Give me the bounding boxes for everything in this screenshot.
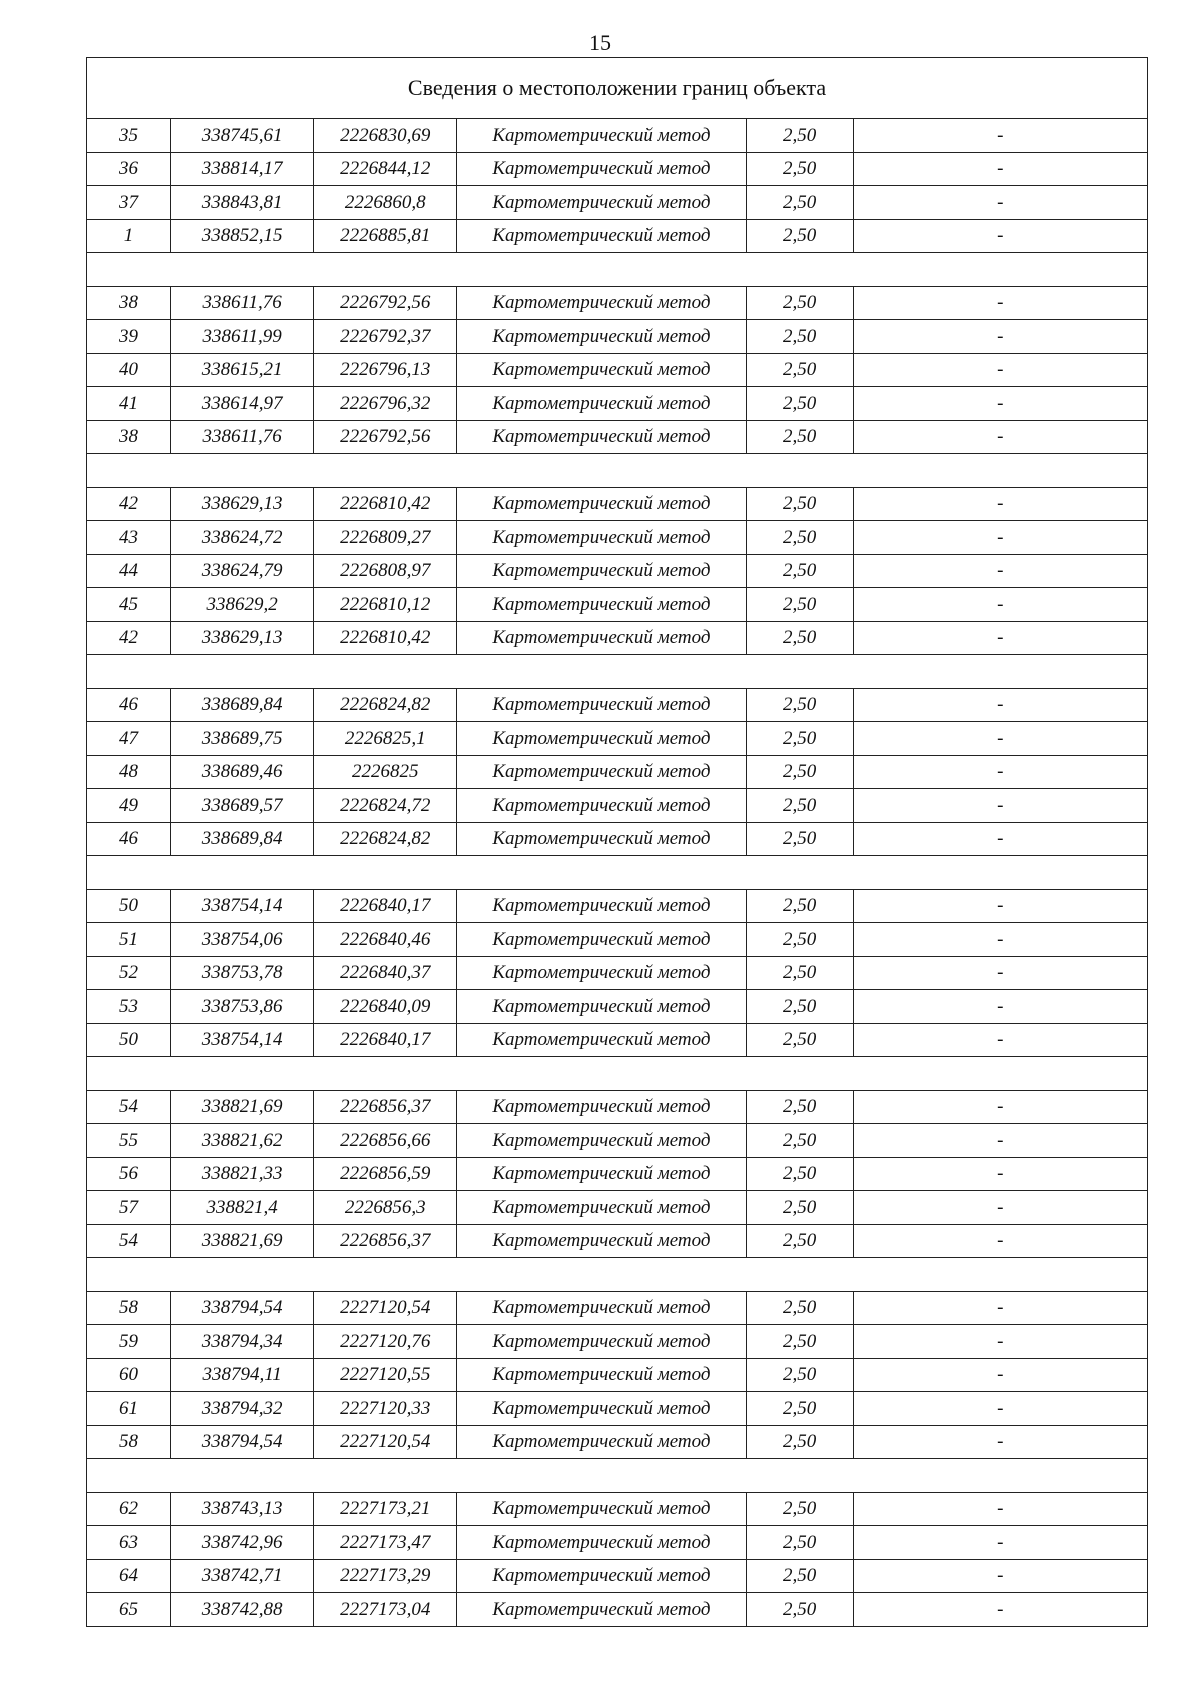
y-coordinate-cell: 2226856,37 — [314, 1090, 457, 1124]
method-cell: Картометрический метод — [457, 956, 746, 990]
table-row — [87, 1526, 1148, 1560]
method-cell: Картометрический метод — [457, 119, 746, 153]
accuracy-cell: 2,50 — [746, 1492, 853, 1526]
y-coordinate-cell: 2227120,54 — [314, 1425, 457, 1459]
x-coordinate-cell: 338689,84 — [171, 688, 314, 722]
description-cell: - — [853, 1023, 1147, 1057]
accuracy-cell: 2,50 — [746, 588, 853, 622]
method-cell: Картометрический метод — [457, 1492, 746, 1526]
description-cell: - — [853, 889, 1147, 923]
point-number-cell: 47 — [87, 722, 171, 756]
table-row — [87, 1023, 1148, 1057]
separator-cell — [87, 856, 1148, 890]
point-number-cell: 49 — [87, 789, 171, 823]
method-cell: Картометрический метод — [457, 822, 746, 856]
group-separator-row — [87, 655, 1148, 689]
table-row — [87, 1392, 1148, 1426]
y-coordinate-cell: 2226885,81 — [314, 219, 457, 253]
separator-cell — [87, 655, 1148, 689]
accuracy-cell: 2,50 — [746, 353, 853, 387]
x-coordinate-cell: 338814,17 — [171, 152, 314, 186]
accuracy-cell: 2,50 — [746, 1559, 853, 1593]
description-cell: - — [853, 521, 1147, 555]
y-coordinate-cell: 2226796,13 — [314, 353, 457, 387]
table-row — [87, 1157, 1148, 1191]
x-coordinate-cell: 338843,81 — [171, 186, 314, 220]
method-cell: Картометрический метод — [457, 1023, 746, 1057]
y-coordinate-cell: 2227120,55 — [314, 1358, 457, 1392]
x-coordinate-cell: 338852,15 — [171, 219, 314, 253]
y-coordinate-cell: 2226856,3 — [314, 1191, 457, 1225]
y-coordinate-cell: 2226792,56 — [314, 420, 457, 454]
table-row — [87, 353, 1148, 387]
method-cell: Картометрический метод — [457, 521, 746, 555]
description-cell: - — [853, 1425, 1147, 1459]
point-number-cell: 50 — [87, 1023, 171, 1057]
method-cell: Картометрический метод — [457, 219, 746, 253]
y-coordinate-cell: 2227173,04 — [314, 1593, 457, 1627]
x-coordinate-cell: 338624,79 — [171, 554, 314, 588]
table-title-row — [87, 58, 1148, 119]
description-cell: - — [853, 1325, 1147, 1359]
x-coordinate-cell: 338753,86 — [171, 990, 314, 1024]
separator-cell — [87, 1057, 1148, 1091]
table-row — [87, 554, 1148, 588]
group-separator-row — [87, 253, 1148, 287]
point-number-cell: 46 — [87, 688, 171, 722]
description-cell: - — [853, 990, 1147, 1024]
method-cell: Картометрический метод — [457, 722, 746, 756]
x-coordinate-cell: 338742,71 — [171, 1559, 314, 1593]
table-row — [87, 387, 1148, 421]
x-coordinate-cell: 338754,06 — [171, 923, 314, 957]
x-coordinate-cell: 338794,54 — [171, 1291, 314, 1325]
x-coordinate-cell: 338821,69 — [171, 1090, 314, 1124]
accuracy-cell: 2,50 — [746, 387, 853, 421]
method-cell: Картометрический метод — [457, 923, 746, 957]
accuracy-cell: 2,50 — [746, 1593, 853, 1627]
y-coordinate-cell: 2226840,09 — [314, 990, 457, 1024]
point-number-cell: 54 — [87, 1090, 171, 1124]
y-coordinate-cell: 2226840,37 — [314, 956, 457, 990]
accuracy-cell: 2,50 — [746, 1224, 853, 1258]
y-coordinate-cell: 2226810,12 — [314, 588, 457, 622]
description-cell: - — [853, 1157, 1147, 1191]
separator-cell — [87, 1459, 1148, 1493]
description-cell: - — [853, 119, 1147, 153]
method-cell: Картометрический метод — [457, 755, 746, 789]
table-title: Сведения о местоположении границ объекта — [87, 58, 1148, 119]
y-coordinate-cell: 2226809,27 — [314, 521, 457, 555]
description-cell: - — [853, 286, 1147, 320]
table-row — [87, 923, 1148, 957]
x-coordinate-cell: 338821,33 — [171, 1157, 314, 1191]
point-number-cell: 58 — [87, 1425, 171, 1459]
method-cell: Картометрический метод — [457, 1124, 746, 1158]
method-cell: Картометрический метод — [457, 1224, 746, 1258]
table-body — [87, 58, 1148, 1627]
description-cell: - — [853, 588, 1147, 622]
x-coordinate-cell: 338742,88 — [171, 1593, 314, 1627]
x-coordinate-cell: 338629,13 — [171, 621, 314, 655]
y-coordinate-cell: 2226796,32 — [314, 387, 457, 421]
y-coordinate-cell: 2227173,47 — [314, 1526, 457, 1560]
table-row — [87, 186, 1148, 220]
y-coordinate-cell: 2226810,42 — [314, 621, 457, 655]
accuracy-cell: 2,50 — [746, 1425, 853, 1459]
group-separator-row — [87, 856, 1148, 890]
description-cell: - — [853, 1526, 1147, 1560]
point-number-cell: 64 — [87, 1559, 171, 1593]
method-cell: Картометрический метод — [457, 554, 746, 588]
accuracy-cell: 2,50 — [746, 956, 853, 990]
description-cell: - — [853, 1358, 1147, 1392]
description-cell: - — [853, 353, 1147, 387]
method-cell: Картометрический метод — [457, 1526, 746, 1560]
table-row — [87, 320, 1148, 354]
description-cell: - — [853, 621, 1147, 655]
method-cell: Картометрический метод — [457, 621, 746, 655]
point-number-cell: 40 — [87, 353, 171, 387]
description-cell: - — [853, 1291, 1147, 1325]
accuracy-cell: 2,50 — [746, 688, 853, 722]
table-row — [87, 152, 1148, 186]
y-coordinate-cell: 2226792,37 — [314, 320, 457, 354]
method-cell: Картометрический метод — [457, 152, 746, 186]
method-cell: Картометрический метод — [457, 688, 746, 722]
x-coordinate-cell: 338745,61 — [171, 119, 314, 153]
description-cell: - — [853, 487, 1147, 521]
group-separator-row — [87, 1459, 1148, 1493]
description-cell: - — [853, 1124, 1147, 1158]
y-coordinate-cell: 2227173,29 — [314, 1559, 457, 1593]
accuracy-cell: 2,50 — [746, 286, 853, 320]
separator-cell — [87, 1258, 1148, 1292]
accuracy-cell: 2,50 — [746, 822, 853, 856]
point-number-cell: 36 — [87, 152, 171, 186]
point-number-cell: 35 — [87, 119, 171, 153]
x-coordinate-cell: 338794,32 — [171, 1392, 314, 1426]
accuracy-cell: 2,50 — [746, 186, 853, 220]
point-number-cell: 42 — [87, 621, 171, 655]
x-coordinate-cell: 338689,84 — [171, 822, 314, 856]
y-coordinate-cell: 2227120,76 — [314, 1325, 457, 1359]
accuracy-cell: 2,50 — [746, 1090, 853, 1124]
table-row — [87, 521, 1148, 555]
y-coordinate-cell: 2226840,17 — [314, 889, 457, 923]
description-cell: - — [853, 956, 1147, 990]
x-coordinate-cell: 338754,14 — [171, 1023, 314, 1057]
table-row — [87, 1358, 1148, 1392]
x-coordinate-cell: 338629,13 — [171, 487, 314, 521]
group-separator-row — [87, 1258, 1148, 1292]
table-row — [87, 1425, 1148, 1459]
description-cell: - — [853, 789, 1147, 823]
method-cell: Картометрический метод — [457, 1392, 746, 1426]
description-cell: - — [853, 688, 1147, 722]
method-cell: Картометрический метод — [457, 1090, 746, 1124]
x-coordinate-cell: 338611,99 — [171, 320, 314, 354]
method-cell: Картометрический метод — [457, 420, 746, 454]
accuracy-cell: 2,50 — [746, 1526, 853, 1560]
y-coordinate-cell: 2226844,12 — [314, 152, 457, 186]
y-coordinate-cell: 2227120,54 — [314, 1291, 457, 1325]
table-row — [87, 822, 1148, 856]
boundary-coordinates-table — [86, 57, 1148, 1627]
accuracy-cell: 2,50 — [746, 487, 853, 521]
point-number-cell: 44 — [87, 554, 171, 588]
table-row — [87, 1559, 1148, 1593]
method-cell: Картометрический метод — [457, 789, 746, 823]
point-number-cell: 37 — [87, 186, 171, 220]
x-coordinate-cell: 338624,72 — [171, 521, 314, 555]
method-cell: Картометрический метод — [457, 1358, 746, 1392]
table-row — [87, 789, 1148, 823]
y-coordinate-cell: 2226792,56 — [314, 286, 457, 320]
point-number-cell: 58 — [87, 1291, 171, 1325]
description-cell: - — [853, 923, 1147, 957]
x-coordinate-cell: 338753,78 — [171, 956, 314, 990]
table-row — [87, 1325, 1148, 1359]
y-coordinate-cell: 2227120,33 — [314, 1392, 457, 1426]
method-cell: Картометрический метод — [457, 1325, 746, 1359]
point-number-cell: 38 — [87, 420, 171, 454]
description-cell: - — [853, 219, 1147, 253]
point-number-cell: 38 — [87, 286, 171, 320]
table-row — [87, 621, 1148, 655]
accuracy-cell: 2,50 — [746, 722, 853, 756]
description-cell: - — [853, 1090, 1147, 1124]
table-row — [87, 1090, 1148, 1124]
method-cell: Картометрический метод — [457, 1593, 746, 1627]
accuracy-cell: 2,50 — [746, 119, 853, 153]
accuracy-cell: 2,50 — [746, 755, 853, 789]
group-separator-row — [87, 454, 1148, 488]
description-cell: - — [853, 755, 1147, 789]
x-coordinate-cell: 338689,46 — [171, 755, 314, 789]
point-number-cell: 61 — [87, 1392, 171, 1426]
description-cell: - — [853, 554, 1147, 588]
point-number-cell: 63 — [87, 1526, 171, 1560]
accuracy-cell: 2,50 — [746, 1023, 853, 1057]
description-cell: - — [853, 186, 1147, 220]
x-coordinate-cell: 338614,97 — [171, 387, 314, 421]
x-coordinate-cell: 338629,2 — [171, 588, 314, 622]
description-cell: - — [853, 152, 1147, 186]
accuracy-cell: 2,50 — [746, 320, 853, 354]
table-row — [87, 1224, 1148, 1258]
table-row — [87, 956, 1148, 990]
accuracy-cell: 2,50 — [746, 923, 853, 957]
y-coordinate-cell: 2226860,8 — [314, 186, 457, 220]
x-coordinate-cell: 338611,76 — [171, 286, 314, 320]
y-coordinate-cell: 2226830,69 — [314, 119, 457, 153]
point-number-cell: 55 — [87, 1124, 171, 1158]
point-number-cell: 53 — [87, 990, 171, 1024]
description-cell: - — [853, 1191, 1147, 1225]
y-coordinate-cell: 2226840,46 — [314, 923, 457, 957]
method-cell: Картометрический метод — [457, 588, 746, 622]
x-coordinate-cell: 338821,62 — [171, 1124, 314, 1158]
y-coordinate-cell: 2226840,17 — [314, 1023, 457, 1057]
method-cell: Картометрический метод — [457, 1425, 746, 1459]
description-cell: - — [853, 387, 1147, 421]
table-row — [87, 722, 1148, 756]
table-row — [87, 588, 1148, 622]
point-number-cell: 52 — [87, 956, 171, 990]
accuracy-cell: 2,50 — [746, 1291, 853, 1325]
accuracy-cell: 2,50 — [746, 1124, 853, 1158]
x-coordinate-cell: 338689,75 — [171, 722, 314, 756]
table-row — [87, 1492, 1148, 1526]
point-number-cell: 1 — [87, 219, 171, 253]
accuracy-cell: 2,50 — [746, 1358, 853, 1392]
description-cell: - — [853, 1224, 1147, 1258]
x-coordinate-cell: 338611,76 — [171, 420, 314, 454]
accuracy-cell: 2,50 — [746, 554, 853, 588]
table-row — [87, 1291, 1148, 1325]
description-cell: - — [853, 1593, 1147, 1627]
y-coordinate-cell: 2226856,37 — [314, 1224, 457, 1258]
x-coordinate-cell: 338821,4 — [171, 1191, 314, 1225]
accuracy-cell: 2,50 — [746, 219, 853, 253]
point-number-cell: 45 — [87, 588, 171, 622]
description-cell: - — [853, 822, 1147, 856]
separator-cell — [87, 454, 1148, 488]
table-row — [87, 755, 1148, 789]
point-number-cell: 54 — [87, 1224, 171, 1258]
point-number-cell: 43 — [87, 521, 171, 555]
method-cell: Картометрический метод — [457, 1157, 746, 1191]
table-row — [87, 889, 1148, 923]
description-cell: - — [853, 420, 1147, 454]
accuracy-cell: 2,50 — [746, 889, 853, 923]
x-coordinate-cell: 338689,57 — [171, 789, 314, 823]
accuracy-cell: 2,50 — [746, 1392, 853, 1426]
group-separator-row — [87, 1057, 1148, 1091]
description-cell: - — [853, 320, 1147, 354]
accuracy-cell: 2,50 — [746, 152, 853, 186]
y-coordinate-cell: 2226824,82 — [314, 822, 457, 856]
x-coordinate-cell: 338615,21 — [171, 353, 314, 387]
table-row — [87, 487, 1148, 521]
point-number-cell: 50 — [87, 889, 171, 923]
y-coordinate-cell: 2226808,97 — [314, 554, 457, 588]
y-coordinate-cell: 2226824,72 — [314, 789, 457, 823]
y-coordinate-cell: 2226824,82 — [314, 688, 457, 722]
x-coordinate-cell: 338794,34 — [171, 1325, 314, 1359]
point-number-cell: 39 — [87, 320, 171, 354]
y-coordinate-cell: 2226856,66 — [314, 1124, 457, 1158]
method-cell: Картометрический метод — [457, 1191, 746, 1225]
description-cell: - — [853, 722, 1147, 756]
y-coordinate-cell: 2226856,59 — [314, 1157, 457, 1191]
method-cell: Картометрический метод — [457, 1291, 746, 1325]
table-row — [87, 990, 1148, 1024]
y-coordinate-cell: 2226810,42 — [314, 487, 457, 521]
x-coordinate-cell: 338754,14 — [171, 889, 314, 923]
table-row — [87, 1593, 1148, 1627]
point-number-cell: 46 — [87, 822, 171, 856]
point-number-cell: 48 — [87, 755, 171, 789]
table-row — [87, 219, 1148, 253]
point-number-cell: 57 — [87, 1191, 171, 1225]
separator-cell — [87, 253, 1148, 287]
accuracy-cell: 2,50 — [746, 789, 853, 823]
point-number-cell: 56 — [87, 1157, 171, 1191]
x-coordinate-cell: 338794,11 — [171, 1358, 314, 1392]
y-coordinate-cell: 2226825 — [314, 755, 457, 789]
accuracy-cell: 2,50 — [746, 990, 853, 1024]
method-cell: Картометрический метод — [457, 889, 746, 923]
table-row — [87, 1191, 1148, 1225]
accuracy-cell: 2,50 — [746, 1325, 853, 1359]
point-number-cell: 42 — [87, 487, 171, 521]
point-number-cell: 60 — [87, 1358, 171, 1392]
method-cell: Картометрический метод — [457, 353, 746, 387]
point-number-cell: 65 — [87, 1593, 171, 1627]
point-number-cell: 62 — [87, 1492, 171, 1526]
y-coordinate-cell: 2226825,1 — [314, 722, 457, 756]
page-number: 15 — [589, 30, 611, 55]
accuracy-cell: 2,50 — [746, 1191, 853, 1225]
table-row — [87, 688, 1148, 722]
description-cell: - — [853, 1392, 1147, 1426]
point-number-cell: 41 — [87, 387, 171, 421]
accuracy-cell: 2,50 — [746, 1157, 853, 1191]
y-coordinate-cell: 2227173,21 — [314, 1492, 457, 1526]
table-row — [87, 1124, 1148, 1158]
method-cell: Картометрический метод — [457, 320, 746, 354]
x-coordinate-cell: 338794,54 — [171, 1425, 314, 1459]
table-row — [87, 420, 1148, 454]
method-cell: Картометрический метод — [457, 1559, 746, 1593]
method-cell: Картометрический метод — [457, 487, 746, 521]
method-cell: Картометрический метод — [457, 186, 746, 220]
table-row — [87, 119, 1148, 153]
description-cell: - — [853, 1492, 1147, 1526]
method-cell: Картометрический метод — [457, 286, 746, 320]
method-cell: Картометрический метод — [457, 990, 746, 1024]
x-coordinate-cell: 338743,13 — [171, 1492, 314, 1526]
table-row — [87, 286, 1148, 320]
accuracy-cell: 2,50 — [746, 420, 853, 454]
point-number-cell: 51 — [87, 923, 171, 957]
point-number-cell: 59 — [87, 1325, 171, 1359]
x-coordinate-cell: 338821,69 — [171, 1224, 314, 1258]
x-coordinate-cell: 338742,96 — [171, 1526, 314, 1560]
accuracy-cell: 2,50 — [746, 621, 853, 655]
accuracy-cell: 2,50 — [746, 521, 853, 555]
method-cell: Картометрический метод — [457, 387, 746, 421]
description-cell: - — [853, 1559, 1147, 1593]
